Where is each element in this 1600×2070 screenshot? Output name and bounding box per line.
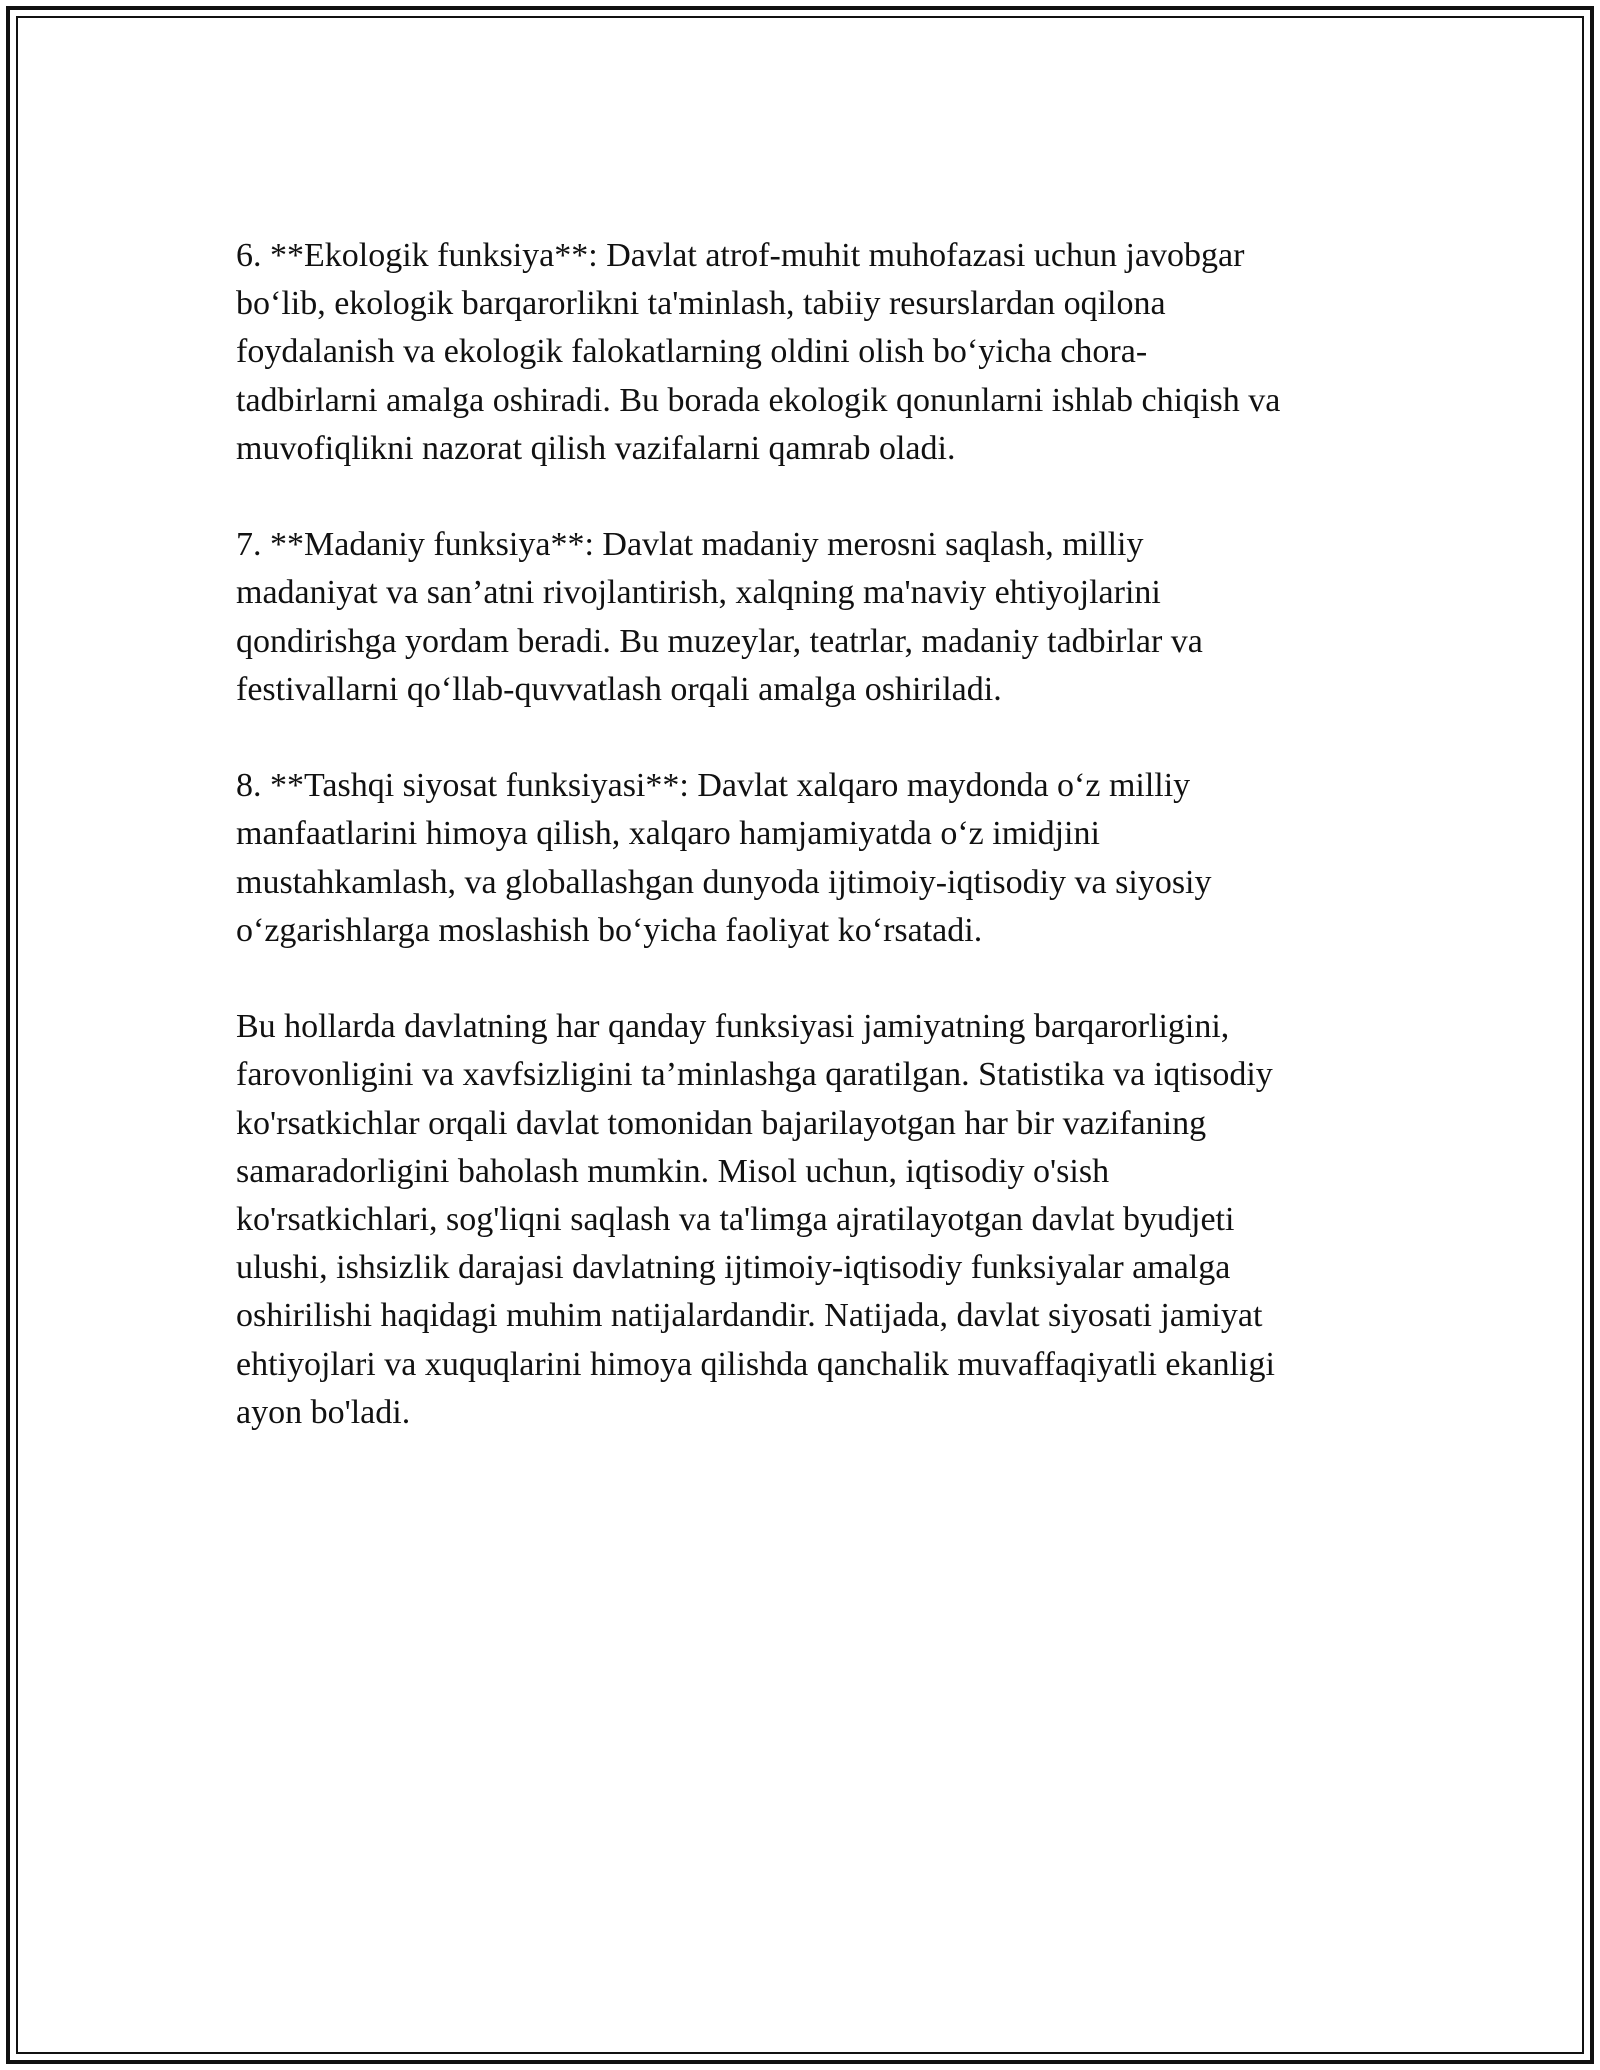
paragraph-conclusion [236,1003,1366,1437]
text-line: qondirishga yordam beradi. Bu muzeylar, teatrlar, madaniy tadbirlar va [236,622,1203,660]
paragraph-ecological-function [236,232,1366,473]
text-line: muvofiqlikni nazorat qilish vazifalarni qamrab oladi. [236,429,956,467]
text-line: manfaatlarini himoya qilish, xalqaro hamjamiyatda o‘z imidjini [236,815,1100,853]
text-line: oshirilishi haqidagi muhim natijalardandir. Natijada, davlat siyosati jamiyat [236,1297,1263,1335]
text-line: 6. **Ekologik funksiya**: Davlat atrof-muhit muhofazasi uchun javobgar [236,237,1245,274]
text-line: ko'rsatkichlar orqali davlat tomonidan bajarilayotgan har bir vazifaning [236,1104,1207,1142]
text-line: foydalanish va ekologik falokatlarning oldini olish bo‘yicha chora- [236,333,1148,371]
text-line: mustahkamlash, va globallashgan dunyoda ijtimoiy-iqtisodiy va siyosiy [236,863,1212,901]
text-line: 8. **Tashqi siyosat funksiyasi**: Davlat xalqaro maydonda o‘z milliy [236,767,1191,805]
text-line: madaniyat va san’atni rivojlantirish, xalqning ma'naviy ehtiyojlarini [236,574,1161,612]
text-line: ayon bo'ladi. [236,1393,411,1431]
text-line: Bu hollarda davlatning har qanday funksiyasi jamiyatning barqarorligini, [236,1008,1230,1046]
text-line: bo‘lib, ekologik barqarorlikni ta'minlash, tabiiy resurslardan oqilona [236,285,1166,323]
text-line: ulushi, ishsizlik darajasi davlatning ijtimoiy-iqtisodiy funksiyalar amalga [236,1249,1231,1287]
text-line: ehtiyojlari va xuquqlarini himoya qilishda qanchalik muvaffaqiyatli ekanligi [236,1345,1275,1383]
document-body [236,232,1366,1485]
text-line: 7. **Madaniy funksiya**: Davlat madaniy merosni saqlash, milliy [236,526,1144,564]
text-line: tadbirlarni amalga oshiradi. Bu borada ekologik qonunlarni ishlab chiqish va [236,381,1281,419]
paragraph-foreign-policy-function [236,762,1366,955]
text-line: ko'rsatkichlari, sog'liqni saqlash va ta'limga ajratilayotgan davlat byudjeti [236,1201,1235,1239]
text-line: farovonligini va xavfsizligini ta’minlashga qaratilgan. Statistika va iqtisodiy [236,1056,1273,1094]
paragraph-cultural-function [236,521,1366,714]
text-line: o‘zgarishlarga moslashish bo‘yicha faoliyat ko‘rsatadi. [236,911,983,949]
text-line: samaradorligini baholash mumkin. Misol uchun, iqtisodiy o'sish [236,1152,1110,1190]
text-line: festivallarni qo‘llab-quvvatlash orqali amalga oshiriladi. [236,670,1002,708]
